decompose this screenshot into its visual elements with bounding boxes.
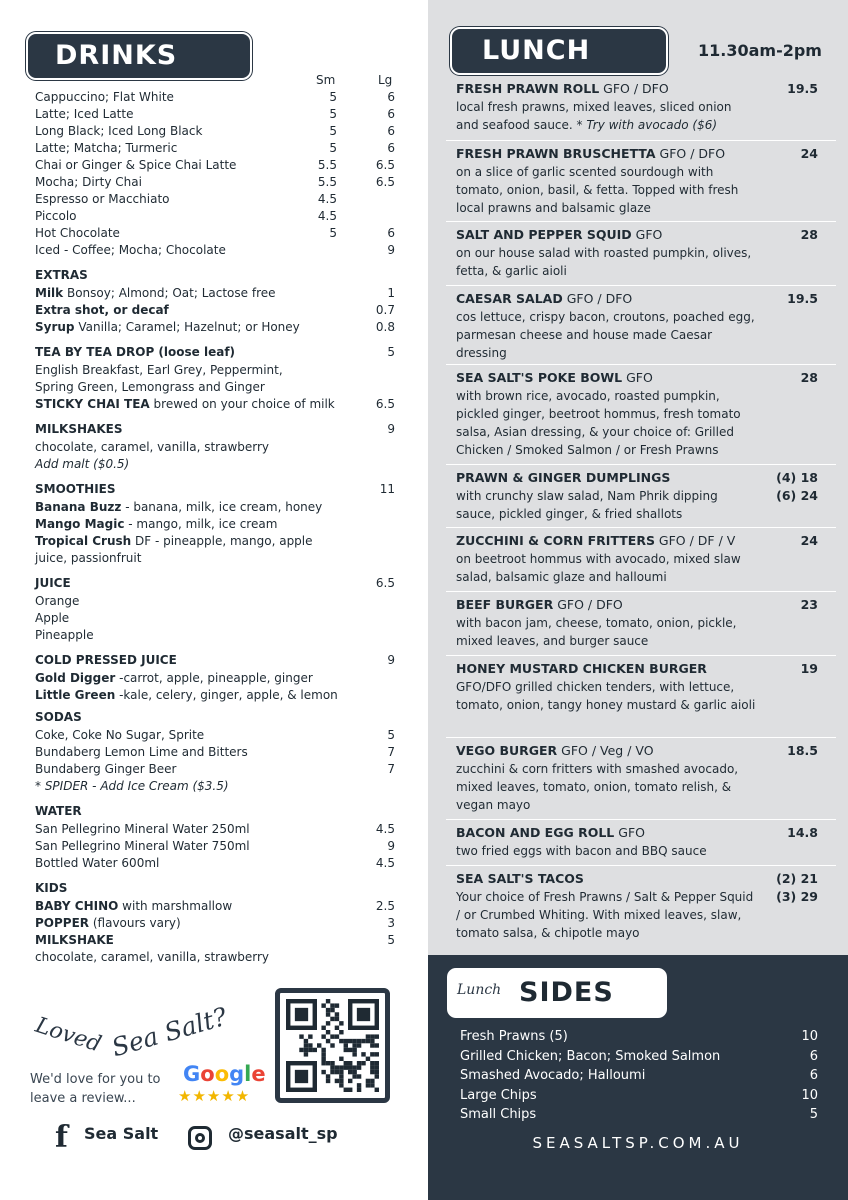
drink-name: San Pellegrino Mineral Water 250ml	[35, 822, 250, 836]
lunch-item-price: 28	[800, 370, 818, 385]
lunch-item-title	[456, 226, 818, 244]
section-title: SODAS	[35, 710, 82, 724]
divider	[446, 527, 836, 528]
lunch-item-title	[456, 80, 818, 98]
drink-row	[35, 838, 395, 855]
review-text: We'd love for you to leave a review...	[30, 1072, 161, 1106]
drink-name: Spring Green, Lemongrass and Ginger	[35, 380, 265, 394]
lunch-item-name: ZUCCHINI & CORN FRITTERS	[456, 533, 655, 548]
section-header	[35, 880, 395, 897]
drink-row	[35, 778, 395, 795]
dietary-tags: GFO	[622, 370, 653, 385]
drink-name	[35, 687, 338, 704]
section-title: KIDS	[35, 881, 68, 895]
lunch-item-title	[456, 660, 818, 678]
lunch-item-name: SEA SALT'S TACOS	[456, 871, 584, 886]
lunch-item	[456, 226, 818, 280]
drink-name: Apple	[35, 611, 70, 625]
drink-name-detail: (flavours vary)	[89, 916, 181, 930]
drink-row	[35, 89, 395, 106]
drink-row	[35, 761, 395, 778]
lunch-item-price: 19	[800, 661, 818, 676]
lunch-item	[456, 469, 818, 523]
drink-name: Chai or Ginger & Spice Chai Latte	[35, 158, 237, 172]
drink-name	[35, 533, 313, 550]
instagram-icon[interactable]	[188, 1126, 212, 1150]
lunch-item-price: 19.5	[787, 81, 818, 96]
dietary-tags: GFO / DFO	[599, 81, 669, 96]
drink-name-detail: DF - pineapple, mango, apple	[131, 534, 313, 548]
lunch-item-name: FRESH PRAWN ROLL	[456, 81, 600, 96]
drink-row	[35, 533, 395, 550]
drink-name: Latte; Iced Latte	[35, 107, 134, 121]
drink-name-bold: Syrup	[35, 320, 75, 334]
lunch-item-desc-text: two fried eggs with bacon and BBQ sauce	[456, 844, 707, 858]
lunch-item-desc	[456, 98, 756, 134]
price-large: 3	[387, 916, 395, 930]
price-large: 6.5	[375, 158, 395, 172]
lunch-item	[456, 145, 818, 217]
lunch-item-price: 24	[800, 533, 818, 548]
drink-note: Add malt ($0.5)	[35, 457, 130, 471]
drink-name-bold: BABY CHINO	[35, 899, 119, 913]
lunch-item	[456, 80, 818, 134]
divider	[446, 464, 836, 465]
section-title: COLD PRESSED JUICE	[35, 653, 177, 667]
drink-row	[35, 670, 395, 687]
drink-row	[35, 499, 395, 516]
lunch-item	[456, 369, 818, 459]
section-title: JUICE	[35, 576, 71, 590]
drink-row	[35, 550, 395, 567]
section-header	[35, 421, 395, 438]
price-large: 0.8	[375, 320, 395, 334]
google-logo[interactable]: Google	[183, 1062, 266, 1086]
drink-row	[35, 379, 395, 396]
drink-row	[35, 302, 395, 319]
drink-name	[35, 285, 276, 302]
lunch-item	[456, 742, 818, 814]
price-large: 6	[387, 124, 395, 138]
drink-name-detail: Bonsoy; Almond; Oat; Lactose free	[63, 286, 276, 300]
lunch-item-desc-text: with brown rice, avocado, roasted pumpkin, pickled ginger, beetroot hommus, fresh tomato salsa, Asian dressing, & your choice of: Grilled Chicken / Smoked Salmon / or Fresh Prawns	[456, 389, 741, 457]
lunch-item-price: 24	[800, 146, 818, 161]
drink-name	[35, 932, 114, 949]
section-price: 5	[387, 345, 395, 359]
price-large: 4.5	[375, 856, 395, 870]
lunch-item-title	[456, 469, 818, 487]
price-large: 7	[387, 762, 395, 776]
price-large: 9	[387, 243, 395, 257]
price-small: 5	[329, 124, 337, 138]
drink-name: Bundaberg Ginger Beer	[35, 762, 177, 776]
divider	[446, 140, 836, 141]
drink-row	[35, 208, 395, 225]
lunch-item-desc-text: Your choice of Fresh Prawns / Salt & Pepper Squid / or Crumbed Whiting. With mixed leaves, slaw, tomato salsa, & chipotle mayo	[456, 890, 754, 940]
divider	[446, 364, 836, 365]
drink-name: Piccolo	[35, 209, 77, 223]
drink-row	[35, 898, 395, 915]
side-name: Small Chips	[460, 1107, 537, 1122]
lunch-item-price: 18.5	[787, 743, 818, 758]
lunch-item-title	[456, 870, 818, 888]
lunch-item-desc	[456, 244, 756, 280]
lunch-item-desc	[456, 888, 756, 942]
sides-script: Lunch	[457, 982, 502, 998]
side-row	[460, 1027, 818, 1046]
section-header	[35, 344, 395, 361]
lunch-item-desc-text: on a slice of garlic scented sourdough with tomato, onion, basil, & fetta. Topped with fresh local prawns and balsamic glaze	[456, 165, 739, 215]
lunch-item-desc	[456, 842, 756, 860]
lunch-item-title	[456, 596, 818, 614]
drink-name: Cappuccino; Flat White	[35, 90, 174, 104]
drink-name: Bundaberg Lemon Lime and Bitters	[35, 745, 248, 759]
lunch-item	[456, 596, 818, 650]
drink-row	[35, 191, 395, 208]
lunch-item-name: HONEY MUSTARD CHICKEN BURGER	[456, 661, 707, 676]
lunch-item-desc-text: with crunchy slaw salad, Nam Phrik dipping sauce, pickled ginger, & fried shallots	[456, 489, 718, 521]
drink-row	[35, 855, 395, 872]
drink-row	[35, 362, 395, 379]
lunch-item-desc-text: with bacon jam, cheese, tomato, onion, pickle, mixed leaves, and burger sauce	[456, 616, 737, 648]
lunch-item	[456, 532, 818, 586]
section-header	[35, 652, 395, 669]
drink-name-bold: Banana Buzz	[35, 500, 122, 514]
drink-name: chocolate, caramel, vanilla, strawberry	[35, 950, 270, 964]
lunch-item-desc	[456, 163, 756, 217]
lunch-item-price: 19.5	[787, 291, 818, 306]
section-title: SMOOTHIES	[35, 482, 116, 496]
drink-row	[35, 744, 395, 761]
section-header	[35, 481, 395, 498]
drink-name: Latte; Matcha; Turmeric	[35, 141, 178, 155]
lunch-item-title	[456, 290, 818, 308]
drink-name-bold: Extra shot, or decaf	[35, 303, 169, 317]
price-large: 9	[387, 839, 395, 853]
price-small: 5.5	[317, 158, 337, 172]
lunch-item	[456, 290, 818, 362]
divider	[446, 737, 836, 738]
drinks-title: DRINKS	[26, 32, 252, 80]
drink-name-bold: POPPER	[35, 916, 90, 930]
price-large: 7	[387, 745, 395, 759]
lunch-item-desc-text: on our house salad with roasted pumpkin, olives, fetta, & garlic aioli	[456, 246, 752, 278]
price-small: 5.5	[317, 175, 337, 189]
lunch-item-price: 28	[800, 227, 818, 242]
lunch-item-name: PRAWN & GINGER DUMPLINGS	[456, 470, 671, 485]
drink-name: Espresso or Macchiato	[35, 192, 170, 206]
drink-row	[35, 610, 395, 627]
lunch-item	[456, 660, 818, 714]
price-large: 4.5	[375, 822, 395, 836]
price-small: 4.5	[317, 192, 337, 206]
lunch-item-desc	[456, 614, 756, 650]
drink-row	[35, 821, 395, 838]
lunch-item-name: VEGO BURGER	[456, 743, 558, 758]
drink-name	[35, 670, 313, 687]
lunch-item-price: 23	[800, 597, 818, 612]
qr-code-icon[interactable]	[275, 988, 390, 1103]
price-small: 5	[329, 107, 337, 121]
lunch-item-title	[456, 742, 818, 760]
drink-name-bold: Mango Magic	[35, 517, 125, 531]
drink-name: Bottled Water 600ml	[35, 856, 160, 870]
drink-row	[35, 932, 395, 949]
drink-name-detail: - mango, milk, ice cream	[124, 517, 278, 531]
section-title: MILKSHAKES	[35, 422, 123, 436]
drink-row	[35, 915, 395, 932]
facebook-icon[interactable]: f	[55, 1120, 68, 1155]
drink-row	[35, 439, 395, 456]
drink-row	[35, 456, 395, 473]
lunch-item-title	[456, 532, 818, 550]
drink-note: * SPIDER - Add Ice Cream ($3.5)	[35, 779, 229, 793]
lunch-hours: 11.30am-2pm	[698, 41, 822, 60]
price-large: 6.5	[375, 397, 395, 411]
drink-name-bold: Tropical Crush	[35, 534, 132, 548]
section-price: 9	[387, 422, 395, 436]
lunch-item-name: SALT AND PEPPER SQUID	[456, 227, 632, 242]
drink-name-detail: brewed on your choice of milk	[149, 397, 335, 411]
lunch-title: LUNCH	[450, 27, 668, 75]
divider	[446, 591, 836, 592]
lunch-item-desc-text: cos lettuce, crispy bacon, croutons, poached egg, parmesan cheese and house made Caesar dressing	[456, 310, 755, 360]
price-small: 5	[329, 90, 337, 104]
drink-name-bold: MILKSHAKE	[35, 933, 114, 947]
divider	[446, 655, 836, 656]
side-row	[460, 1066, 818, 1085]
lunch-item-desc	[456, 487, 756, 523]
facebook-handle[interactable]: Sea Salt	[84, 1124, 159, 1143]
sides-title-box	[446, 967, 668, 1019]
drink-name-detail: -kale, celery, ginger, apple, & lemon	[115, 688, 338, 702]
lunch-item-name: CAESAR SALAD	[456, 291, 563, 306]
drink-row	[35, 285, 395, 302]
drink-row	[35, 593, 395, 610]
lunch-item-price: 14.8	[787, 825, 818, 840]
loved-text: Loved	[32, 1012, 105, 1058]
side-price: 5	[809, 1107, 818, 1122]
section-title: TEA BY TEA DROP (loose leaf)	[35, 345, 236, 359]
website-link[interactable]: SEASALTSP.COM.AU	[532, 1134, 744, 1152]
drink-row	[35, 140, 395, 157]
drink-name-detail: -carrot, apple, pineapple, ginger	[115, 671, 313, 685]
drink-name: Hot Chocolate	[35, 226, 120, 240]
side-row	[460, 1086, 818, 1105]
drink-row	[35, 225, 395, 242]
lunch-item-desc	[456, 760, 756, 814]
lunch-item-desc-text: on beetroot hommus with avocado, mixed slaw salad, balsamic glaze and halloumi	[456, 552, 741, 584]
dietary-tags: GFO	[614, 825, 645, 840]
price-large: 2.5	[375, 899, 395, 913]
section-header	[35, 267, 395, 284]
drink-name	[35, 516, 277, 533]
dietary-tags: GFO / Veg / VO	[557, 743, 654, 758]
drink-name-detail: Vanilla; Caramel; Hazelnut; or Honey	[74, 320, 300, 334]
side-row	[460, 1105, 818, 1124]
drink-name	[35, 550, 141, 567]
lunch-item-price: (4) 18 (6) 24	[776, 470, 818, 503]
drink-row	[35, 727, 395, 744]
lunch-item-title	[456, 824, 818, 842]
drink-name-detail: juice, passionfruit	[35, 551, 142, 565]
price-large: 1	[387, 286, 395, 300]
col-lg-header: Lg	[378, 73, 393, 87]
drink-name	[35, 319, 300, 336]
drink-name: Mocha; Dirty Chai	[35, 175, 142, 189]
dietary-tags: GFO / DFO	[553, 597, 623, 612]
price-large: 6	[387, 226, 395, 240]
dietary-tags: GFO	[631, 227, 663, 242]
side-price: 6	[809, 1048, 818, 1064]
drink-row	[35, 516, 395, 533]
drink-row	[35, 242, 395, 259]
drink-row	[35, 174, 395, 191]
side-price: 10	[801, 1087, 818, 1103]
section-price: 9	[387, 653, 395, 667]
loved-sea-salt-script	[30, 994, 250, 1064]
drink-name-detail: with marshmallow	[118, 899, 233, 913]
lunch-item-desc	[456, 308, 756, 362]
price-small: 4.5	[317, 209, 337, 223]
price-large: 6.5	[375, 175, 395, 189]
drink-name: English Breakfast, Earl Grey, Peppermint,	[35, 363, 283, 377]
qr-pattern	[286, 999, 379, 1092]
drink-name	[35, 302, 169, 319]
drink-row	[35, 627, 395, 644]
price-large: 5	[387, 728, 395, 742]
lunch-item-desc	[456, 387, 756, 459]
section-price: 11	[379, 482, 395, 496]
drink-name-bold: Gold Digger	[35, 671, 116, 685]
drink-row	[35, 319, 395, 336]
drink-row	[35, 687, 395, 704]
section-header	[35, 709, 395, 726]
side-name: Fresh Prawns (5)	[460, 1029, 568, 1044]
drink-name	[35, 499, 322, 516]
drink-name: Iced - Coffee; Mocha; Chocolate	[35, 243, 226, 257]
drink-name	[35, 898, 232, 915]
lunch-item-name: BEEF BURGER	[456, 597, 554, 612]
drink-name: Pineapple	[35, 628, 94, 642]
sides-title: SIDES	[519, 977, 614, 1008]
dietary-tags: GFO / DF / V	[654, 533, 736, 548]
divider	[446, 865, 836, 866]
lunch-item	[456, 870, 818, 942]
lunch-item-price: (2) 21 (3) 29	[776, 871, 818, 904]
divider	[446, 819, 836, 820]
price-large: 6	[387, 107, 395, 121]
price-small: 5	[329, 226, 337, 240]
star-rating-icon: ★★★★★	[178, 1087, 251, 1105]
side-name: Smashed Avocado; Halloumi	[460, 1068, 646, 1083]
section-price: 6.5	[375, 576, 395, 590]
drink-name: Long Black; Iced Long Black	[35, 124, 203, 138]
section-header	[35, 803, 395, 820]
lunch-item-note: * Try with avocado ($6)	[572, 118, 718, 132]
price-large: 0.7	[375, 303, 395, 317]
divider	[446, 285, 836, 286]
instagram-handle[interactable]: @seasalt_sp	[228, 1124, 338, 1143]
lunch-item-name: FRESH PRAWN BRUSCHETTA	[456, 146, 656, 161]
lunch-item-desc-text: zucchini & corn fritters with smashed avocado, mixed leaves, tomato, onion, tomato relish, & vegan mayo	[456, 762, 739, 812]
price-large: 5	[387, 933, 395, 947]
dietary-tags: GFO / DFO	[655, 146, 726, 161]
drink-name-bold: STICKY CHAI TEA	[35, 397, 150, 411]
lunch-item-name: SEA SALT'S POKE BOWL	[456, 370, 623, 385]
dietary-tags: GFO / DFO	[562, 291, 633, 306]
drink-name: San Pellegrino Mineral Water 750ml	[35, 839, 250, 853]
section-header	[35, 575, 395, 592]
side-price: 10	[801, 1029, 818, 1044]
side-price: 6	[809, 1068, 818, 1083]
section-title: EXTRAS	[35, 268, 88, 282]
price-small: 5	[329, 141, 337, 155]
drink-row	[35, 123, 395, 140]
lunch-item-title	[456, 369, 818, 387]
col-sm-header: Sm	[316, 73, 336, 87]
lunch-item-name: BACON AND EGG ROLL	[456, 825, 615, 840]
lunch-item-title	[456, 145, 818, 163]
side-name: Large Chips	[460, 1087, 537, 1103]
price-large: 6	[387, 141, 395, 155]
drink-name	[35, 915, 181, 932]
side-name: Grilled Chicken; Bacon; Smoked Salmon	[460, 1048, 721, 1064]
drink-name-bold: Little Green	[35, 688, 116, 702]
drink-name	[35, 396, 335, 413]
side-row	[460, 1047, 818, 1066]
drink-name: Coke, Coke No Sugar, Sprite	[35, 728, 205, 742]
price-large: 6	[387, 90, 395, 104]
drink-row	[35, 106, 395, 123]
drink-name: chocolate, caramel, vanilla, strawberry	[35, 440, 270, 454]
section-title: WATER	[35, 804, 82, 818]
lunch-item-desc	[456, 550, 756, 586]
drink-name-detail: - banana, milk, ice cream, honey	[121, 500, 323, 514]
lunch-item-desc-text: GFO/DFO grilled chicken tenders, with lettuce, tomato, onion, tangy honey mustard & garlic aioli	[456, 680, 756, 712]
lunch-item	[456, 824, 818, 860]
lunch-item-desc-text: local fresh prawns, mixed leaves, sliced onion and seafood sauce.	[456, 100, 732, 132]
lunch-item-desc	[456, 678, 756, 714]
drink-name: Orange	[35, 594, 80, 608]
drink-row	[35, 157, 395, 174]
drink-row	[35, 949, 395, 966]
drink-row	[35, 396, 395, 413]
sea-salt-text: Sea Salt?	[108, 1001, 231, 1063]
divider	[446, 221, 836, 222]
drink-name-bold: Milk	[35, 286, 64, 300]
